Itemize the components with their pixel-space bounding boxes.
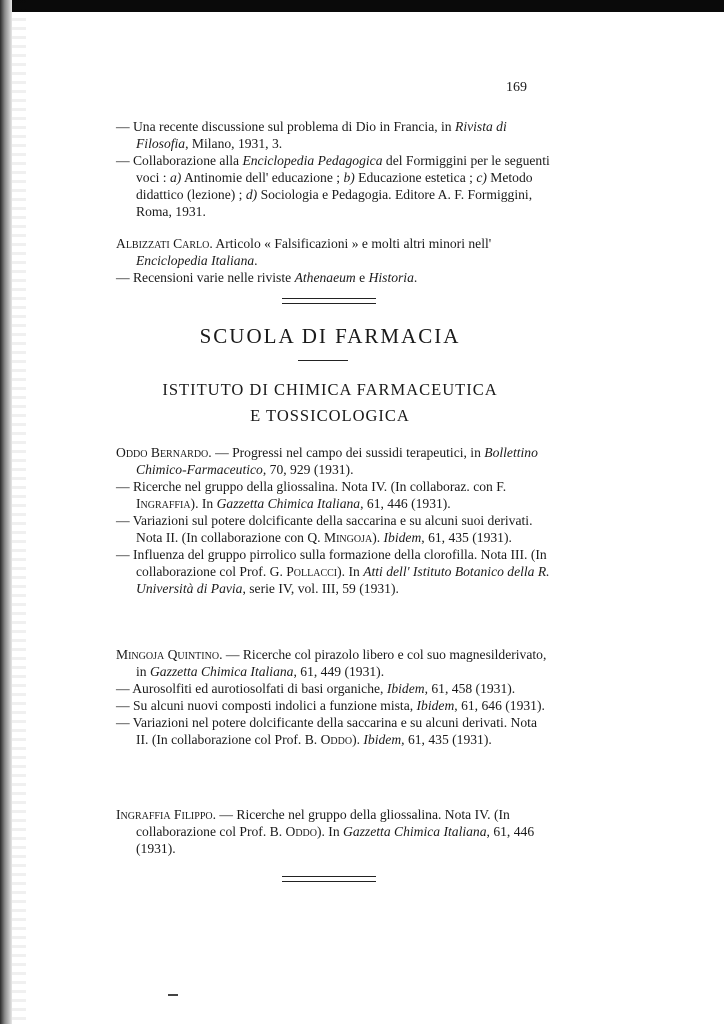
entry-mingoja-aurosolfiti: — Aurosolfiti ed aurotiosolfati di basi organiche, Ibidem, 61, 458 (1931). [116, 681, 516, 696]
title-underline [298, 360, 348, 361]
institute-title-line2: E TOSSICOLOGICA [250, 406, 410, 425]
institute-title-line1: ISTITUTO DI CHIMICA FARMACEUTICA [162, 380, 498, 399]
author-name: Albizzati Carlo [116, 236, 210, 251]
page-number: 169 [506, 80, 527, 95]
scan-border-top [0, 0, 724, 12]
collaborator-name: Oddo [285, 824, 317, 839]
entry-mingoja-indolici: — Su alcuni nuovi composti indolici a funzione mista, Ibidem, 61, 646 (1931). [116, 698, 545, 713]
top-entries [116, 118, 552, 220]
end-divider-double [282, 876, 376, 882]
entry-oddo-progressi: Oddo Bernardo. — Progressi nel campo dei sussidi terapeutici, in Bollettino Chimico-Farmaceutico, 70, 929 (1931). [116, 445, 538, 477]
entry-mingoja-pirazolo: Mingoja Quintino. — Ricerche col pirazolo libero e col suo magnesilderivato, in Gazzetta Chimica Italiana, 61, 449 (1931). [116, 647, 547, 679]
entry-albizzati-articolo: Albizzati Carlo. Articolo « Falsificazioni » e molti altri minori nell' Enciclopedia Italiana. [116, 236, 492, 268]
author-name: Oddo Bernardo [116, 445, 209, 460]
entry-oddo-gliossalina: — Ricerche nel gruppo della gliossalina. Nota IV. (In collaboraz. con F. Ingraffia). In Gazzetta Chimica Italiana, 61, 446 (1931). [116, 479, 507, 511]
author-name: Mingoja Quintino [116, 647, 220, 662]
entry-dio-francia: — Una recente discussione sul problema di Dio in Francia, in Rivista di Filosofia, Milano, 1931, 3. [116, 119, 507, 151]
section-divider-double [282, 298, 376, 304]
scan-mark [168, 994, 178, 996]
ingraffia-entries [116, 806, 552, 857]
entry-oddo-saccarina: — Variazioni sul potere dolcificante della saccarina e su alcuni suoi derivati. Nota II. (In collaborazione con Q. Mingoja). Ibidem, 61, 435 (1931). [116, 513, 533, 545]
entry-ingraffia-gliossalina: Ingraffia Filippo. — Ricerche nel gruppo della gliossalina. Nota IV. (In collaborazione col Prof. B. Oddo). In Gazzetta Chimica Italiana, 61, 446 (1931). [116, 807, 535, 856]
entry-albizzati-recensioni: — Recensioni varie nelle riviste Athenaeum e Historia. [116, 270, 418, 285]
scan-border-left [0, 0, 12, 1024]
mingoja-entries [116, 646, 552, 748]
citation-connector: ). In [316, 824, 344, 839]
entry-oddo-clorofilla: — Influenza del gruppo pirrolico sulla formazione della clorofilla. Nota III. (In collaborazione col Prof. G. Pollacci). In Atti dell' Istituto Botanico della R. Università di Pavia, serie IV, vol. III, 59 (1931). [116, 547, 550, 596]
school-title: SCUOLA DI FARMACIA [199, 324, 461, 348]
entry-enciclopedia-pedagogica: — Collaborazione alla Enciclopedia Pedagogica del Formiggini per le seguenti voci : a) Antinomie dell' educazione ; b) Educazione estetica ; c) Metodo didattico (lezione) ; d) Sociologia e Pedagogia. Editore A. F. Formiggini, Roma, 1931. [116, 153, 550, 219]
author-name: Ingraffia Filippo [116, 807, 213, 822]
entry-mingoja-saccarina: — Variazioni nel potere dolcificante della saccarina e su alcuni derivati. Nota II. (In collaborazione col Prof. B. Oddo). Ibidem, 61, 435 (1931). [116, 715, 537, 747]
oddo-entries [116, 444, 552, 597]
albizzati-entries [116, 235, 552, 286]
scan-binding-shadow [12, 0, 26, 1024]
